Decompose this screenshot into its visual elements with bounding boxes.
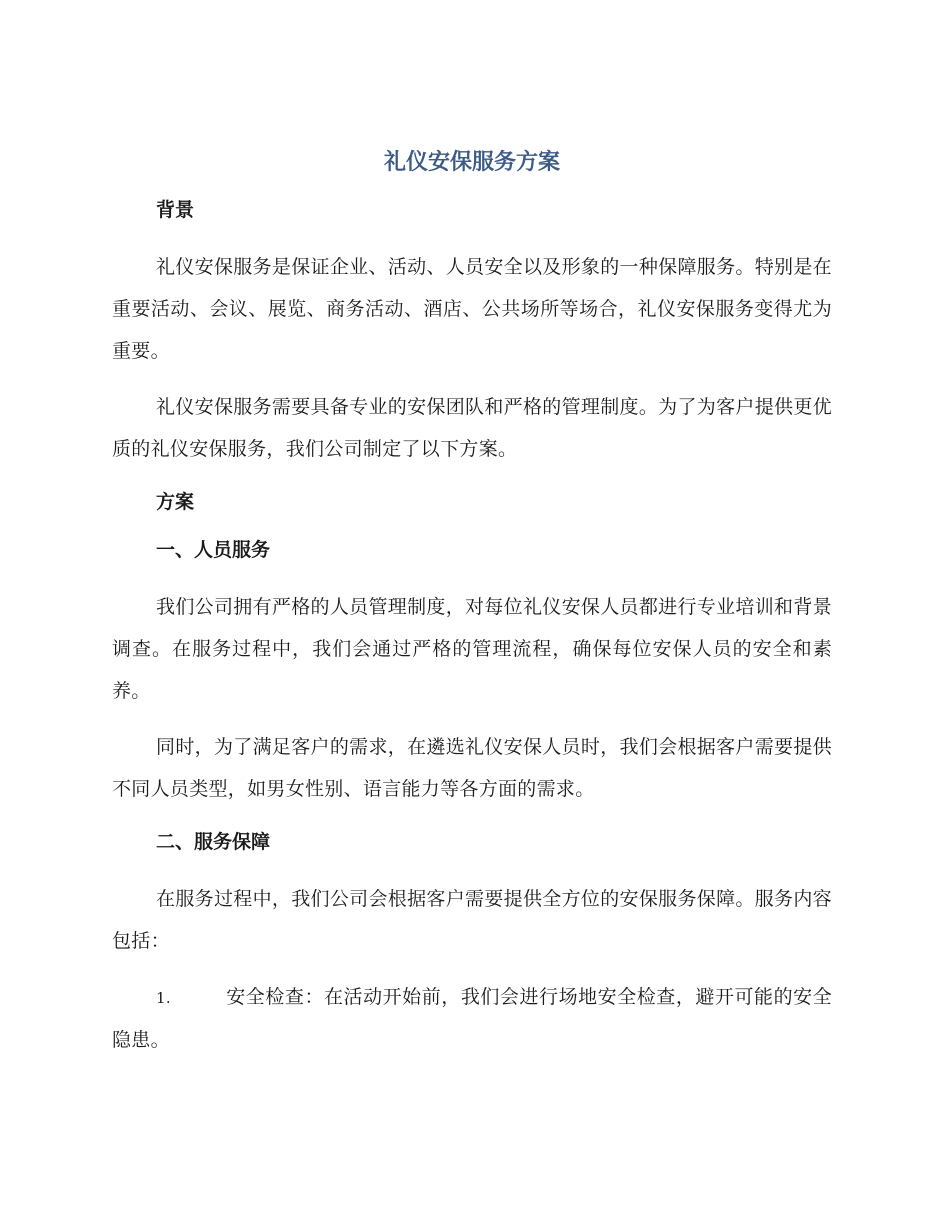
paragraph-background-1: 礼仪安保服务是保证企业、活动、人员安全以及形象的一种保障服务。特别是在重要活动、会议、展览、商务活动、酒店、公共场所等场合，礼仪安保服务变得尤为重要。 — [112, 256, 832, 362]
list-item — [112, 976, 832, 1061]
paragraph-personnel-2: 同时，为了满足客户的需求，在遴选礼仪安保人员时，我们会根据客户需要提供不同人员类型，如男女性别、语言能力等各方面的需求。 — [112, 736, 832, 800]
paragraph-personnel-1: 我们公司拥有严格的人员管理制度，对每位礼仪安保人员都进行专业培训和背景调查。在服务过程中，我们会通过严格的管理流程，确保每位安保人员的安全和素养。 — [112, 596, 832, 702]
document-title: 礼仪安保服务方案 — [383, 150, 560, 175]
paragraph-background-2: 礼仪安保服务需要具备专业的安保团队和严格的管理制度。为了为客户提供更优质的礼仪安保服务，我们公司制定了以下方案。 — [112, 396, 832, 460]
paragraph-guarantee-1: 在服务过程中，我们公司会根据客户需要提供全方位的安保服务保障。服务内容包括： — [112, 888, 832, 952]
list-item-text: 安全检查：在活动开始前，我们会进行场地安全检查，避开可能的安全隐患。 — [112, 986, 832, 1051]
section-heading-guarantee: 二、服务保障 — [156, 831, 271, 853]
section-heading-plan: 方案 — [156, 491, 195, 513]
section-heading-personnel: 一、人员服务 — [156, 539, 271, 561]
section-heading-background: 背景 — [156, 199, 195, 221]
document-body — [112, 146, 832, 1061]
list-item-number: 1. — [156, 989, 171, 1007]
